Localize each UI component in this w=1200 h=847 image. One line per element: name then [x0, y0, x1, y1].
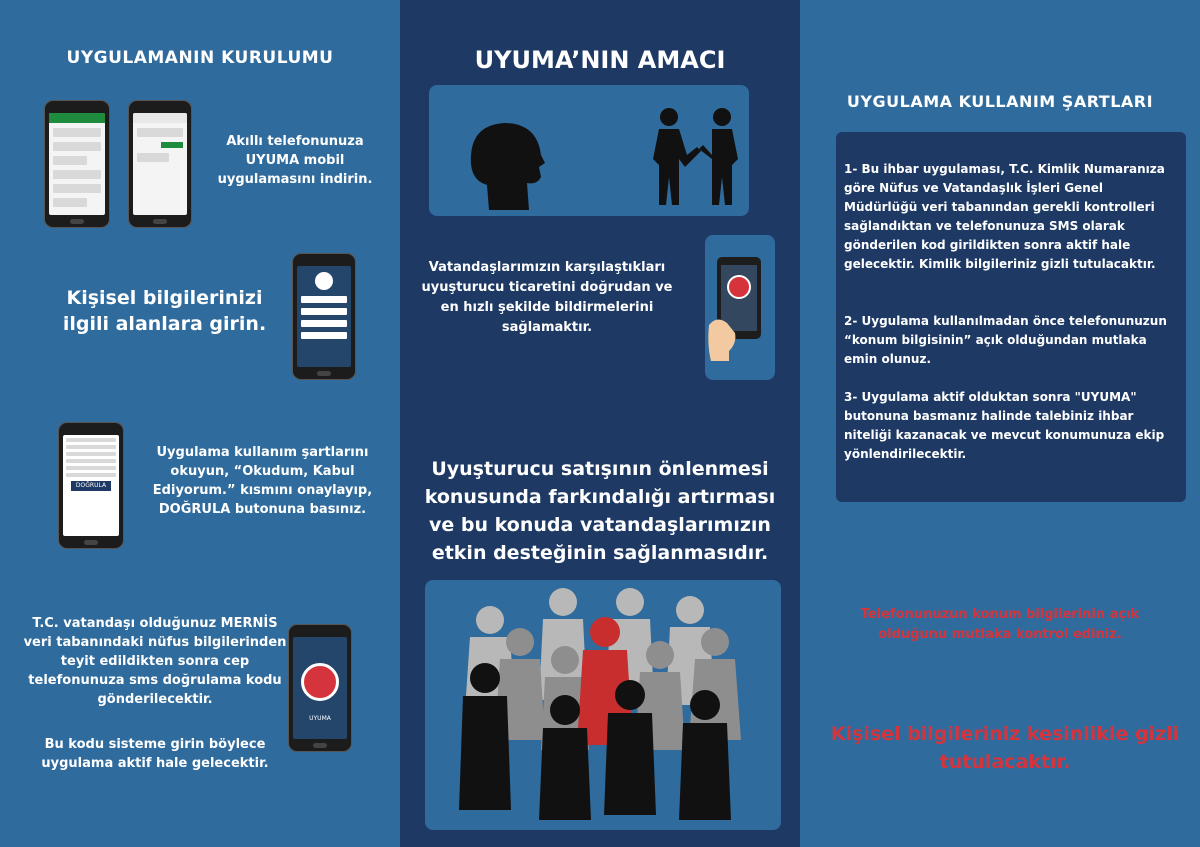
- purpose-panel: [400, 0, 800, 847]
- purpose-text-2: Uyuşturucu satışının önlenmesi konusunda farkındalığı artırması ve bu konuda vatandaşlarımızın etkin desteğinin sağlanmasıdır.: [424, 458, 776, 564]
- terms-title: UYGULAMA KULLANIM ŞARTLARI: [846, 92, 1154, 111]
- silhouettes-image: [429, 85, 749, 216]
- phone-form-image: [292, 253, 356, 380]
- verify-button-image: DOĞRULA: [71, 481, 111, 491]
- term-1-text: 1- Bu ihbar uygulaması, T.C. Kimlik Numaranıza göre Nüfus ve Vatandaşlık İşleri Genel Müdürlüğü veri tabanından gerekli kontrolleri sağlandıktan ve telefonunuza SMS olarak gönderilen kod girildikten sonra aktif hale gelecektir. Kimlik bilgileriniz gizli tutulacaktır.: [844, 162, 1165, 271]
- location-warning-text: Telefonunuzun konum bilgilerinin açık olduğunu mutlaka kontrol ediniz.: [860, 607, 1140, 642]
- terms-panel: [800, 0, 1200, 847]
- step-4-code-text: Bu kodu sisteme girin böylece uygulama aktif hale gelecektir.: [41, 737, 269, 771]
- term-2-text: 2- Uygulama kullanılmadan önce telefonunuzun “konum bilgisinin” açık olduğundan mutlaka emin olunuz.: [844, 314, 1167, 366]
- terms-box: [836, 132, 1186, 502]
- step-1-text: Akıllı telefonunuza UYUMA mobil uygulamasını indirin.: [217, 134, 373, 187]
- step-2-text: Kişisel bilgilerinizi ilgili alanlara girin.: [62, 287, 267, 335]
- privacy-notice-text: Kişisel bilgileriniz kesinlikle gizli tutulacaktır.: [830, 723, 1180, 773]
- purpose-title: UYUMA’NIN AMACI: [474, 46, 726, 74]
- phone-uyuma-image: [288, 624, 352, 752]
- hand-phone-image: [705, 235, 775, 380]
- purpose-text-1: Vatandaşlarımızın karşılaştıkları uyuşturucu ticaretini doğrudan ve en hızlı şekilde bildirmelerini sağlamaktır.: [421, 260, 673, 335]
- crowd-image: [425, 580, 781, 830]
- step-4-text: T.C. vatandaşı olduğunuz MERNİS veri tabanındaki nüfus bilgilerinden teyit edildikten sonra cep telefonunuza sms doğrulama kodu gönderilecektir.: [23, 616, 287, 707]
- step-3-text: Uygulama kullanım şartlarını okuyun, “Okudum, Kabul Ediyorum.” kısmını onaylayıp, DOĞRULA butonuna basınız.: [152, 445, 373, 517]
- phone-terms-image: [58, 422, 124, 549]
- phone-app-label: UYUMA: [309, 715, 331, 722]
- installation-panel: [0, 0, 400, 847]
- phone-store-install-image: [128, 100, 192, 228]
- term-3-text: 3- Uygulama aktif olduktan sonra "UYUMA" butonuna basmanız halinde talebiniz ihbar niteliği kazanacak ve mevcut konumunuza ekip yönlendirilecektir.: [844, 390, 1165, 461]
- phone-store-list-image: [44, 100, 110, 228]
- installation-title: UYGULAMANIN KURULUMU: [66, 48, 334, 68]
